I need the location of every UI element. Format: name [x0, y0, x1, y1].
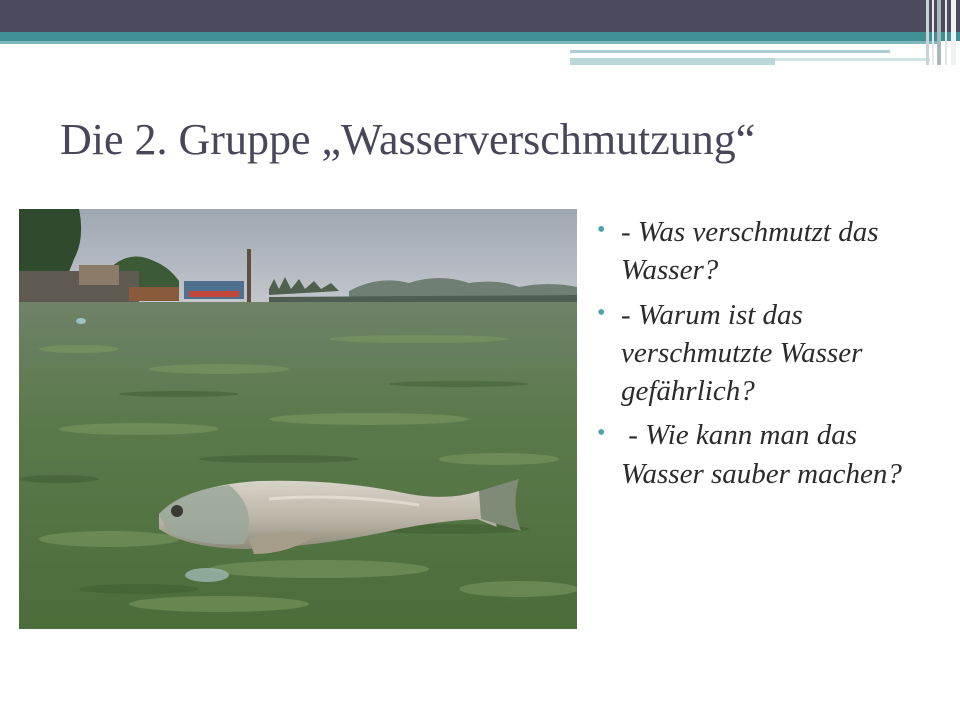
bullet-text: - Warum ist das verschmutzte Wasser gefährlich? — [621, 298, 863, 408]
bullet-icon: • — [597, 420, 606, 447]
bullet-item — [597, 416, 942, 493]
header-stripes — [926, 0, 960, 65]
slide-title: Die 2. Gruppe „Wasserverschmutzung“ — [60, 115, 756, 164]
bullet-list — [597, 213, 942, 499]
polluted-water-photo — [19, 209, 577, 629]
header-line — [0, 41, 940, 44]
bullet-text: - Wie kann man das Wasser sauber machen? — [621, 419, 902, 490]
header-line — [570, 58, 775, 65]
header-line — [570, 50, 890, 53]
header-bar — [0, 0, 960, 32]
bullet-icon: • — [597, 217, 606, 243]
bullet-item — [597, 213, 942, 290]
header-accent-bar — [0, 32, 960, 41]
bullet-item — [597, 296, 942, 411]
bullet-text: - Was verschmutzt das Wasser? — [621, 216, 879, 287]
header-line — [775, 58, 930, 61]
bullet-icon: • — [597, 299, 606, 326]
